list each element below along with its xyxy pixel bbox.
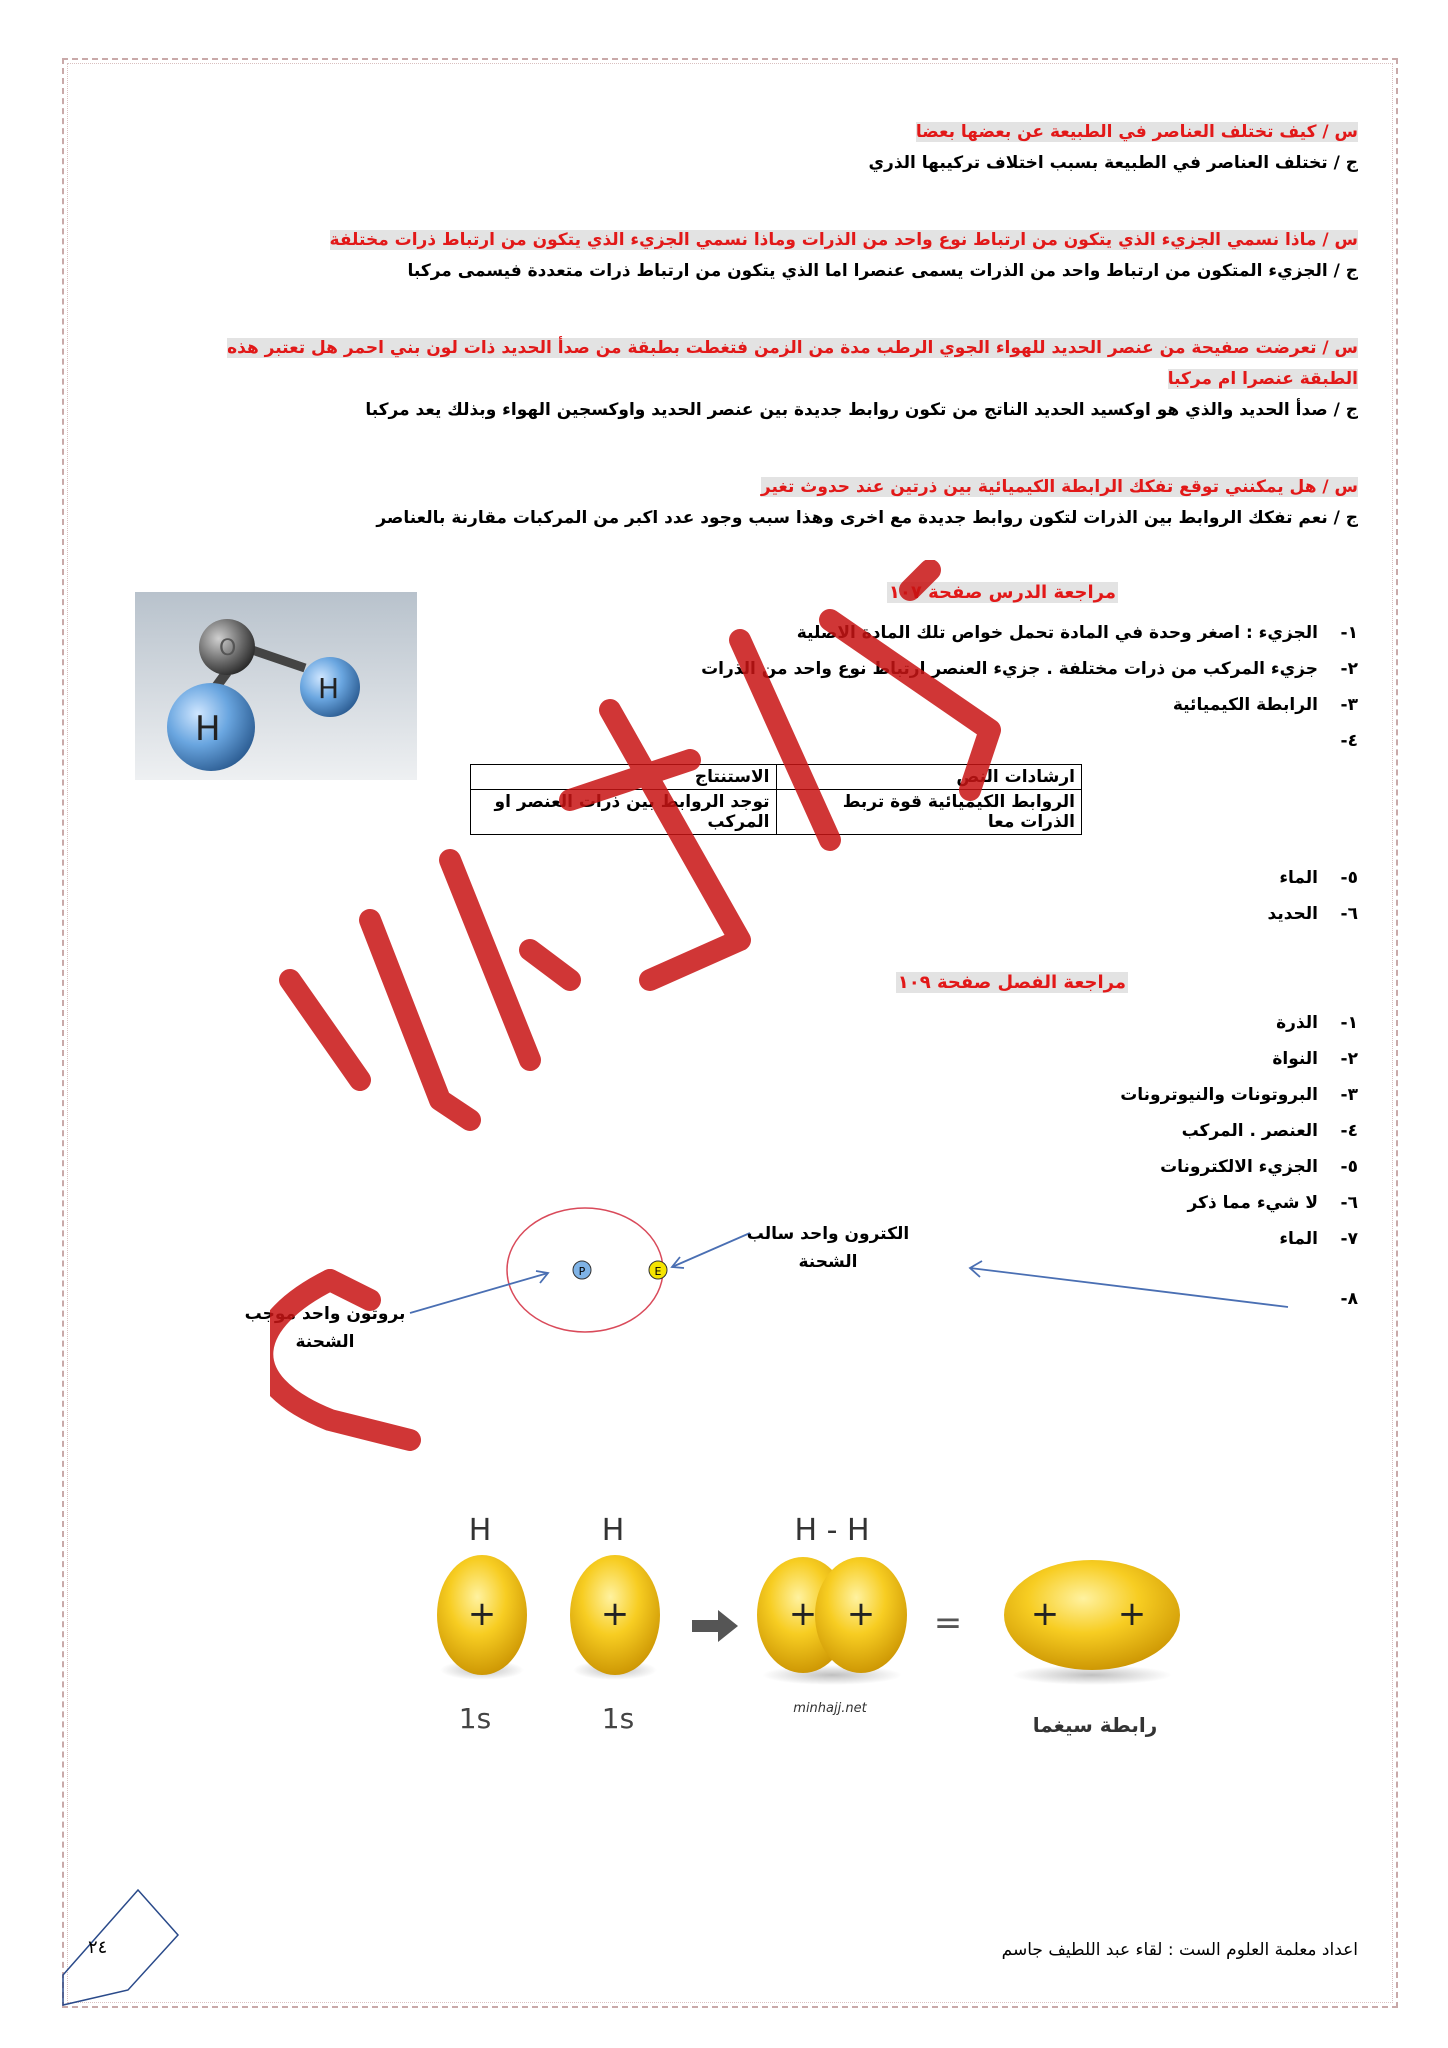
list-item: ٢-جزيء المركب من ذرات مختلفة . جزيء العنصر ارتباط نوع واحد من الذرات	[701, 659, 1358, 679]
svg-text:E: E	[654, 1265, 662, 1278]
svg-text:+: +	[846, 1594, 876, 1634]
footer-author: اعداد معلمة العلوم الست : لقاء عبد اللطيف جاسم	[1001, 1940, 1358, 1960]
oxygen-label: O	[219, 636, 237, 661]
review1-list-cont	[1268, 860, 1359, 932]
qa-block-1	[180, 117, 1358, 179]
list-item: ٦-لا شيء مما ذكر	[1187, 1193, 1358, 1213]
inference-table	[470, 764, 1082, 835]
molecule-label: H - H	[794, 1513, 870, 1548]
svg-text:P: P	[578, 1265, 586, 1278]
list-item: ٤-	[1340, 731, 1358, 751]
list-item: ٥-الماء	[1279, 868, 1358, 888]
electron-label: الكترون واحد سالب الشحنة	[746, 1224, 910, 1272]
list-item: ١-الجزيء : اصغر وحدة في المادة تحمل خواص تلك المادة الاصلية	[796, 623, 1358, 643]
arrow-icon	[692, 1610, 738, 1642]
sigma-bond-diagram	[420, 1510, 1200, 1750]
list-item: ٦-الحديد	[1267, 904, 1358, 924]
page-number: ٢٤	[88, 1937, 108, 1958]
list-item: ١-الذرة	[1276, 1013, 1358, 1033]
hydrogen-label-right: H	[318, 672, 340, 705]
answer-3: ج / صدأ الحديد والذي هو اوكسيد الحديد الناتج من تكون روابط جديدة بين عنصر الحديد واوكسجين الهواء وبذلك يعد مركبا	[365, 400, 1358, 420]
list-item: ٣-الرابطة الكيميائية	[1172, 695, 1358, 715]
sigma-bond-label: رابطة سيغما	[1032, 1713, 1158, 1737]
molecule-image	[135, 592, 417, 780]
list-item: ٨-	[1340, 1289, 1358, 1309]
qa-block-2	[250, 225, 1358, 287]
review1-title: مراجعة الدرس صفحة ١٠٧	[888, 582, 1116, 603]
table-header-inference: الاستنتاج	[471, 765, 777, 790]
list-item: ٢-النواة	[1272, 1049, 1358, 1069]
table-cell: الروابط الكيميائية قوة تربط الذرات معا	[776, 790, 1082, 835]
review2-title: مراجعة الفصل صفحة ١٠٩	[897, 972, 1126, 993]
svg-text:1s: 1s	[458, 1702, 492, 1735]
list-item: ٤-العنصر . المركب	[1181, 1121, 1358, 1141]
image-watermark: minhajj.net	[793, 1701, 867, 1716]
answer-2: ج / الجزيء المتكون من ارتباط واحد من الذرات يسمى عنصرا اما الذي يتكون من ارتباط ذرات متعددة فيسمى مركبا	[407, 261, 1358, 281]
svg-text:+: +	[788, 1594, 818, 1634]
qa-block-3	[190, 333, 1358, 426]
list-item: ٥-الجزيء الالكترونات	[1160, 1157, 1358, 1177]
question-3: س / تعرضت صفيحة من عنصر الحديد للهواء الجوي الرطب مدة من الزمن فتغطت بطبقة من صدأ الحديد ذات لون بني احمر هل تعتبر هذه الطبقة عنصرا ام مركبا	[227, 338, 1358, 389]
table-header-text-clues: ارشادات النص	[776, 765, 1082, 790]
answer-1: ج / تختلف العناصر في الطبيعة بسبب اختلاف تركيبها الذري	[868, 153, 1358, 173]
hydrogen-label-left: H	[195, 709, 221, 749]
table-cell: توجد الروابط بين ذرات العنصر او المركب	[471, 790, 777, 835]
svg-text:1s: 1s	[601, 1702, 635, 1735]
question-1: س / كيف تختلف العناصر في الطبيعة عن بعضها بعضا	[915, 122, 1358, 142]
svg-text:+: +	[467, 1594, 497, 1634]
svg-text:+: +	[1117, 1594, 1147, 1634]
equals-sign: =	[933, 1603, 963, 1643]
list-item: ٧-الماء	[1279, 1229, 1358, 1249]
list-item: ٣-البروتونات والنيوترونات	[1120, 1085, 1358, 1105]
svg-text:+: +	[600, 1594, 630, 1634]
proton-label: بروتون واحد موجب الشحنة	[244, 1304, 406, 1352]
atom-label: H	[468, 1513, 492, 1548]
question-2: س / ماذا نسمي الجزيء الذي يتكون من ارتباط نوع واحد من الذرات وماذا نسمي الجزيء الذي يتكون من ارتباط ذرات مختلفة	[329, 230, 1358, 250]
qa-block-4	[300, 472, 1358, 534]
answer-4: ج / نعم تفكك الروابط بين الذرات لتكون روابط جديدة مع اخرى وهذا سبب وجود عدد اكبر من المركبات مقارنة بالعناصر	[376, 508, 1358, 528]
review1-list	[701, 615, 1358, 759]
question-4: س / هل يمكنني توقع تفكك الرابطة الكيميائية بين ذرتين عند حدوث تغير	[760, 477, 1358, 497]
atom-label: H	[601, 1513, 625, 1548]
svg-text:+: +	[1030, 1594, 1060, 1634]
page-corner-shape	[58, 1880, 188, 2010]
